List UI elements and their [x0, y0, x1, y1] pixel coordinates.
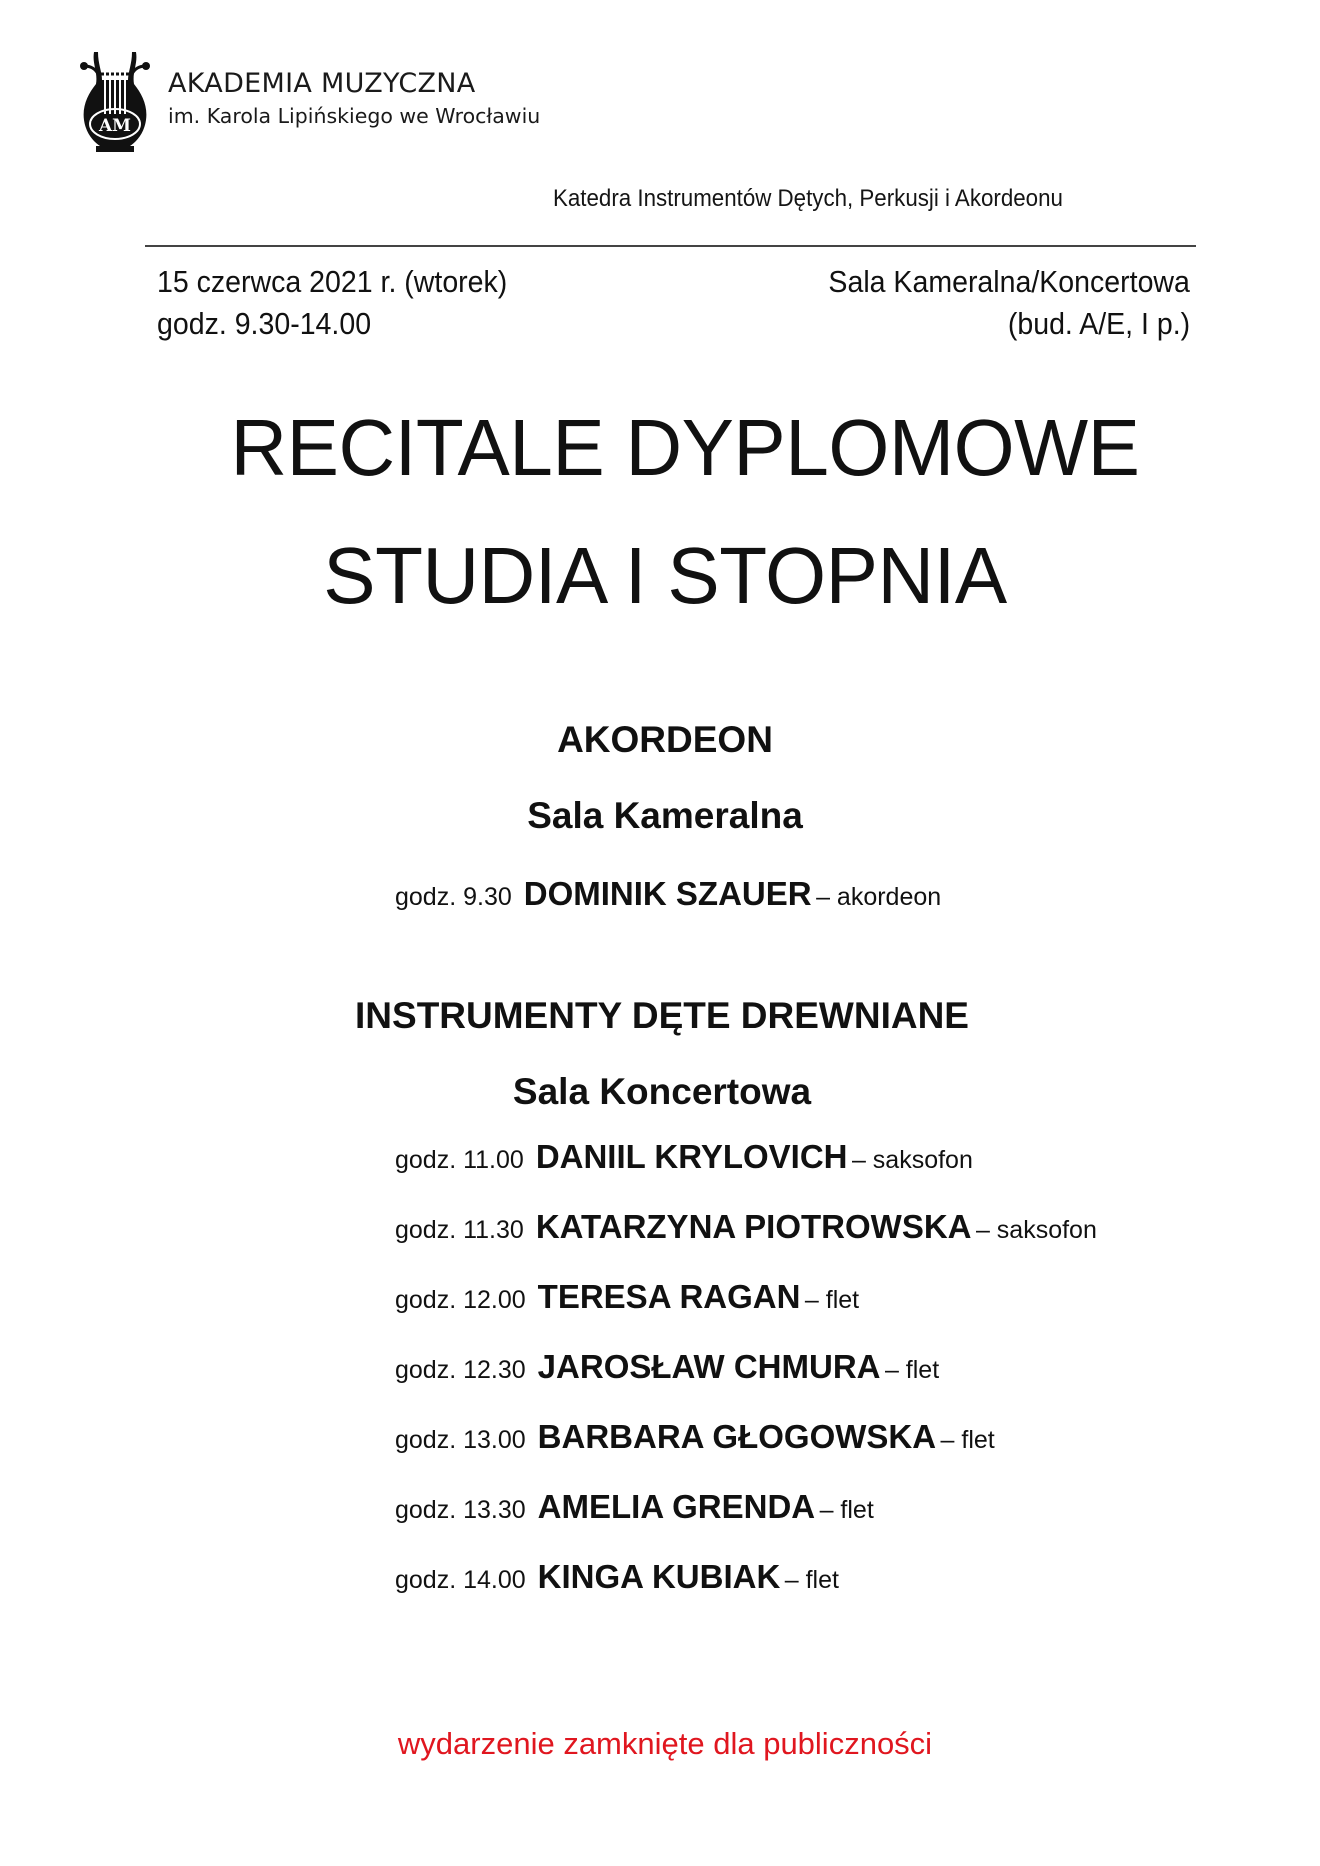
academy-subtitle: im. Karola Lipińskiego we Wrocławiu [168, 104, 541, 128]
performer-instrument: – flet [940, 1426, 995, 1454]
performer-name: DANIIL KRYLOVICH [535, 1138, 848, 1175]
performer-instrument: – flet [884, 1356, 940, 1384]
performer-name: KATARZYNA PIOTROWSKA [535, 1208, 972, 1245]
performance-row [395, 1210, 1097, 1243]
department-name: Katedra Instrumentów Dętych, Perkusji i Akordeonu [553, 185, 1063, 212]
performance-time: godz. 9.30 [395, 883, 512, 911]
performer-name: DOMINIK SZAUER [523, 875, 812, 912]
performance-time: godz. 11.00 [395, 1146, 524, 1174]
performance-row [395, 1280, 859, 1313]
performer-name: TERESA RAGAN [537, 1278, 801, 1315]
section-heading-accordion: AKORDEON [557, 719, 773, 760]
closed-event-notice: wydarzenie zamknięte dla publiczności [397, 1726, 933, 1761]
performance-time: godz. 13.30 [395, 1496, 526, 1524]
performer-instrument: – akordeon [816, 883, 942, 911]
page-title: RECITALE DYPLOMOWE [230, 403, 1140, 492]
performer-instrument: – flet [784, 1566, 839, 1594]
event-date: 15 czerwca 2021 r. (wtorek) [157, 264, 508, 299]
performer-instrument: – flet [804, 1286, 860, 1314]
performer-name: AMELIA GRENDA [537, 1488, 816, 1525]
performance-row [395, 1350, 939, 1383]
lyre-logo-icon [78, 50, 152, 154]
performer-name: JAROSŁAW CHMURA [537, 1348, 881, 1385]
academy-name: AKADEMIA MUZYCZNA [168, 68, 476, 99]
performance-row [395, 1140, 973, 1173]
performance-time: godz. 13.00 [395, 1426, 526, 1454]
performance-time: godz. 11.30 [395, 1216, 524, 1244]
performer-instrument: – saksofon [975, 1216, 1097, 1244]
svg-text:AM: AM [98, 116, 132, 136]
section-heading-woodwinds: INSTRUMENTY DĘTE DREWNIANE [355, 995, 969, 1036]
performer-instrument: – saksofon [851, 1146, 973, 1174]
page-subtitle: STUDIA I STOPNIA [323, 531, 1007, 620]
performance-time: godz. 12.30 [395, 1356, 526, 1384]
performer-instrument: – flet [819, 1496, 874, 1524]
performance-row [395, 1420, 995, 1453]
event-hours: godz. 9.30-14.00 [157, 306, 372, 341]
performance-row [395, 877, 941, 910]
performance-row [395, 1560, 839, 1593]
performance-row [395, 1490, 874, 1523]
header-divider [145, 245, 1196, 247]
section-hall-chamber: Sala Kameralna [527, 795, 803, 836]
performance-time: godz. 12.00 [395, 1286, 526, 1314]
section-hall-concert: Sala Koncertowa [512, 1071, 812, 1112]
event-venue: Sala Kameralna/Koncertowa [828, 264, 1190, 299]
performer-name: BARBARA GŁOGOWSKA [537, 1418, 937, 1455]
performance-time: godz. 14.00 [395, 1566, 526, 1594]
event-building: (bud. A/E, I p.) [1007, 306, 1190, 341]
performer-name: KINGA KUBIAK [537, 1558, 781, 1595]
